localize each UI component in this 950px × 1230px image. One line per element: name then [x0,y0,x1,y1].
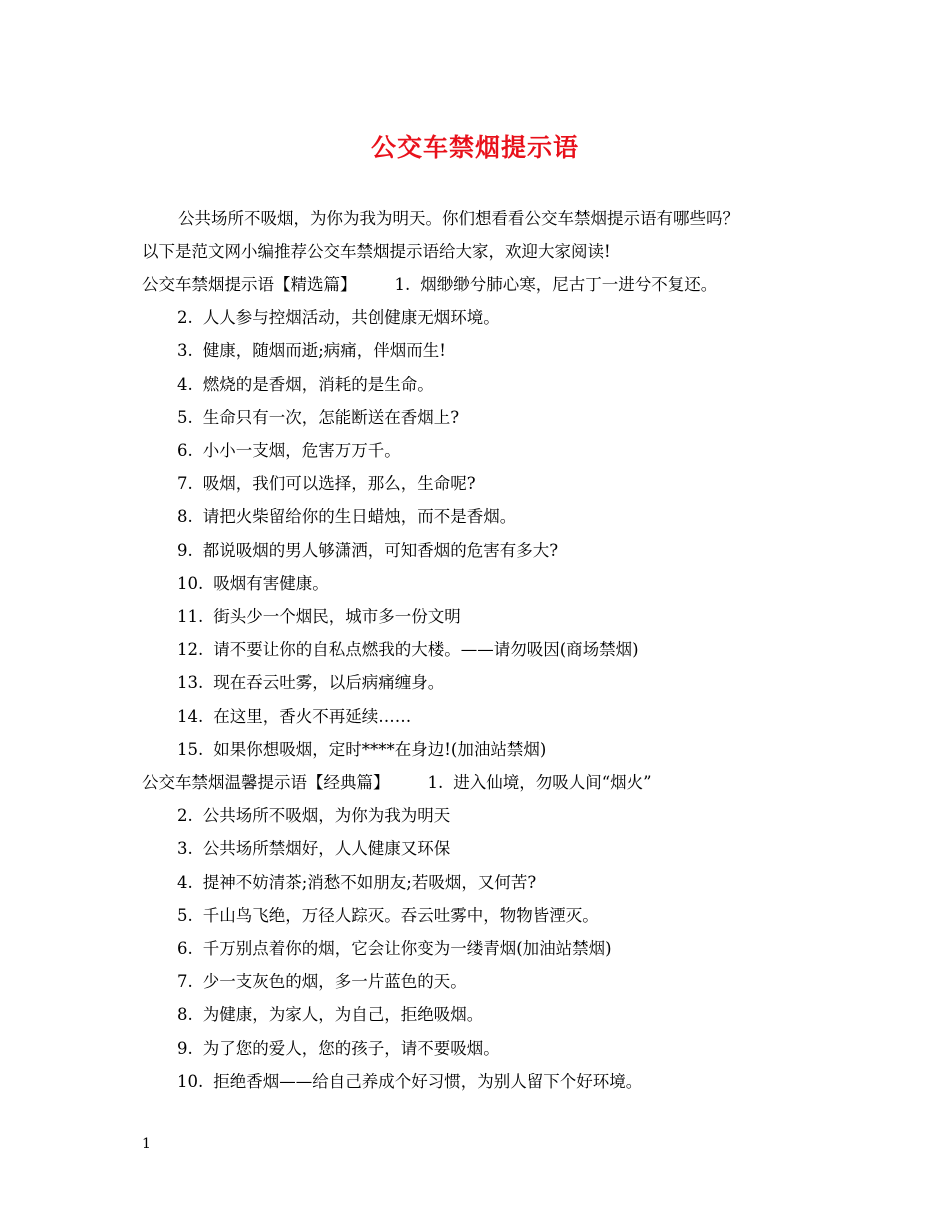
list-item-number: 7. [177,972,193,992]
list-item-number: 1. [394,275,411,294]
section-heading: 公交车禁烟提示语【精选篇】 [142,275,357,294]
list-item [142,334,832,367]
list-item-number: 15. [177,739,204,759]
list-item-text: 拒绝香烟——给自己养成个好习惯，为别人留下个好环境。 [213,1071,643,1091]
intro-paragraph-line-2: 以下是范文网小编推荐公交车禁烟提示语给大家，欢迎大家阅读! [142,242,611,261]
list-item-number: 10. [177,573,204,593]
list-item-text: 街头少一个烟民，城市多一份文明 [213,607,461,627]
list-item [142,799,832,832]
list-item [142,633,832,666]
list-item-text: 健康，随烟而逝;病痛，伴烟而生! [202,341,446,361]
list-item-number: 4. [177,374,193,394]
list-item [142,534,832,567]
page-number: 1 [142,1136,151,1152]
list-item-text: 请不要让你的自私点燃我的大楼。——请勿吸因(商场禁烟) [213,640,639,660]
intro-paragraph-line-1: 公共场所不吸烟，为你为我为明天。你们想看看公交车禁烟提示语有哪些吗？ [178,209,739,228]
list-item-text: 为了您的爱人，您的孩子，请不要吸烟。 [202,1038,500,1058]
list-item-number: 3. [177,839,193,859]
list-item-number: 9. [177,540,193,560]
list-item-number: 2. [177,308,193,328]
list-item-number: 1. [427,773,444,793]
list-item-number: 8. [177,1005,193,1025]
list-item-number: 6. [177,939,193,959]
list-item-text: 烟缈缈兮肺心寒，尼古丁一进兮不复还。 [420,275,718,294]
list-item [142,434,832,467]
list-item-text: 都说吸烟的男人够潇洒，可知香烟的危害有多大? [202,540,559,560]
section-heading-line [142,766,832,799]
document-title: 公交车禁烟提示语 [370,133,579,162]
list-item-text: 千山鸟飞绝，万径人踪灭。吞云吐雾中，物物皆湮灭。 [202,905,599,925]
document-body [142,202,832,1098]
list-item-number: 9. [177,1038,193,1058]
list-item [142,600,832,633]
list-item [142,467,832,500]
list-item-number: 13. [177,673,204,693]
list-item [142,899,832,932]
list-item [142,733,832,766]
list-item-text: 生命只有一次，怎能断送在香烟上? [202,407,460,427]
list-item [142,832,832,865]
list-item [142,700,832,733]
list-item-number: 14. [177,706,204,726]
list-item [142,567,832,600]
list-item-number: 11. [177,607,204,627]
list-item-number: 6. [177,441,193,461]
list-item-number: 8. [177,507,193,527]
sections-container [142,268,832,1098]
list-item-text: 小小一支烟，危害万万千。 [202,441,401,461]
list-item [142,866,832,899]
list-item-text: 燃烧的是香烟，消耗的是生命。 [202,374,434,394]
list-item [142,301,832,334]
list-item-text: 少一支灰色的烟，多一片蓝色的天。 [202,972,467,992]
list-item [142,401,832,434]
list-item-text: 千万别点着你的烟，它会让你变为一缕青烟(加油站禁烟) [202,939,612,959]
list-item-number: 3. [177,341,193,361]
list-item [142,932,832,965]
list-item-number: 5. [177,905,193,925]
section-heading-line [142,268,832,301]
list-item-text: 公共场所不吸烟，为你为我为明天 [202,806,451,826]
list-item-number: 5. [177,407,193,427]
section-heading: 公交车禁烟温馨提示语【经典篇】 [142,773,390,793]
list-item-text: 进入仙境，勿吸人间“烟火” [453,773,652,793]
list-item-text: 公共场所禁烟好，人人健康又环保 [202,839,451,859]
list-item-text: 提神不妨清茶;消愁不如朋友;若吸烟，又何苦? [202,872,537,892]
list-item [142,965,832,998]
list-item-text: 吸烟有害健康。 [213,573,329,593]
list-item-text: 在这里，香火不再延续…… [213,706,412,726]
list-item-text: 请把火柴留给你的生日蜡烛，而不是香烟。 [202,507,517,527]
list-item [142,500,832,533]
list-item-text: 为健康，为家人，为自己，拒绝吸烟。 [202,1005,484,1025]
list-item-number: 10. [177,1071,204,1091]
list-item [142,1032,832,1065]
list-item-number: 4. [177,872,193,892]
list-item-number: 12. [177,640,204,660]
list-item-text: 如果你想吸烟，定时****在身边!(加油站禁烟) [213,739,547,759]
list-item-text: 吸烟，我们可以选择，那么，生命呢? [202,474,476,494]
list-item-number: 2. [177,806,193,826]
list-item [142,998,832,1031]
list-item [142,368,832,401]
list-item-text: 现在吞云吐雾，以后病痛缠身。 [213,673,445,693]
list-item [142,1065,832,1098]
list-item-text: 人人参与控烟活动，共创健康无烟环境。 [202,308,500,328]
list-item [142,666,832,699]
list-item-number: 7. [177,474,193,494]
